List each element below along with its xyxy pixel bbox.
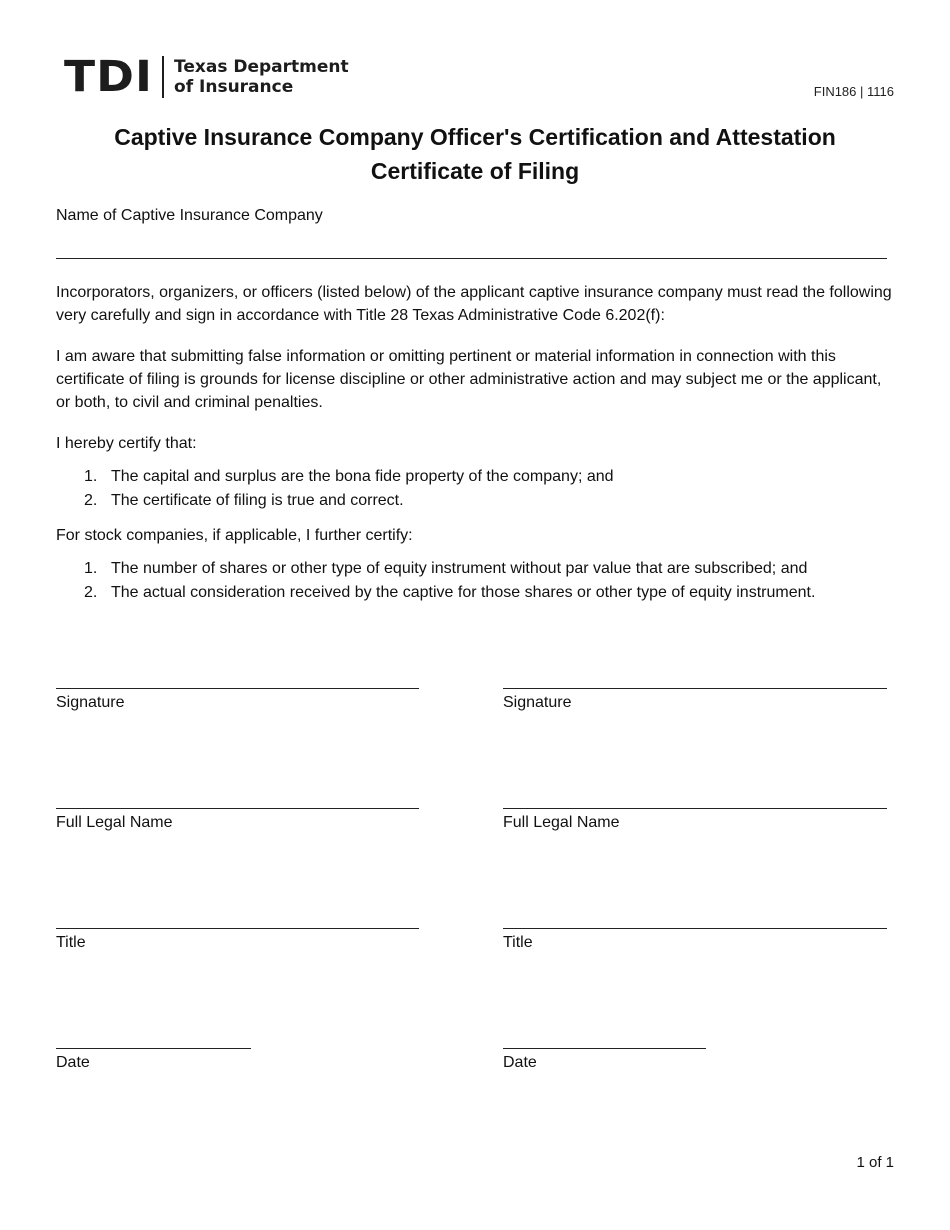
stock-list: [56, 557, 892, 605]
signature-label-right: Signature: [503, 694, 572, 711]
date-field-left[interactable]: [56, 1048, 251, 1049]
list-number: 1.: [84, 468, 98, 485]
list-number: 2.: [84, 584, 98, 601]
full-name-field-right[interactable]: [503, 808, 887, 809]
certify-intro: I hereby certify that:: [56, 435, 197, 452]
list-item: [56, 581, 892, 605]
page-title: [40, 120, 910, 188]
full-name-label-right: Full Legal Name: [503, 814, 620, 831]
title-field-right[interactable]: [503, 928, 887, 929]
list-text: The certificate of filing is true and correct.: [111, 492, 404, 509]
title-label-right: Title: [503, 934, 533, 951]
awareness-paragraph: I am aware that submitting false information or omitting pertinent or material information in connection with this certificate of filing is grounds for license discipline or other administrative action and may subject me or the applicant, or both, to civil and criminal penalties.: [56, 348, 882, 411]
signature-field-left[interactable]: [56, 688, 419, 689]
page-number: 1 of 1: [856, 1154, 894, 1171]
certify-list: [56, 465, 892, 513]
logo-line-1: Texas Department: [174, 57, 349, 77]
company-name-field[interactable]: [56, 258, 887, 259]
tdi-logo: [64, 54, 349, 100]
title-label-left: Title: [56, 934, 86, 951]
logo-divider: [162, 56, 164, 98]
logo-line-2: of Insurance: [174, 77, 294, 97]
date-label-left: Date: [56, 1054, 90, 1071]
intro-paragraph: Incorporators, organizers, or officers (listed below) of the applicant captive insurance company must read the following very carefully and sign in accordance with Title 28 Texas Administrative Code 6.202(f):: [56, 284, 892, 324]
full-name-label-left: Full Legal Name: [56, 814, 173, 831]
list-text: The capital and surplus are the bona fide property of the company; and: [111, 468, 614, 485]
company-name-label: Name of Captive Insurance Company: [56, 207, 323, 224]
form-id: FIN186 | 1116: [813, 84, 894, 99]
stock-intro: For stock companies, if applicable, I further certify:: [56, 527, 413, 544]
list-item: [56, 465, 892, 489]
logo-text: [174, 57, 349, 97]
title-line-1: Captive Insurance Company Officer's Certification and Attestation: [114, 124, 836, 150]
signature-field-right[interactable]: [503, 688, 887, 689]
list-number: 2.: [84, 492, 98, 509]
date-label-right: Date: [503, 1054, 537, 1071]
list-text: The actual consideration received by the captive for those shares or other type of equity instrument.: [111, 584, 816, 601]
list-number: 1.: [84, 560, 98, 577]
list-item: [56, 489, 892, 513]
list-text: The number of shares or other type of equity instrument without par value that are subscribed; and: [111, 560, 808, 577]
title-line-2: Certificate of Filing: [370, 158, 580, 184]
logo-mark: TDI: [64, 52, 154, 102]
list-item: [56, 557, 892, 581]
date-field-right[interactable]: [503, 1048, 706, 1049]
signature-label-left: Signature: [56, 694, 125, 711]
full-name-field-left[interactable]: [56, 808, 419, 809]
title-field-left[interactable]: [56, 928, 419, 929]
